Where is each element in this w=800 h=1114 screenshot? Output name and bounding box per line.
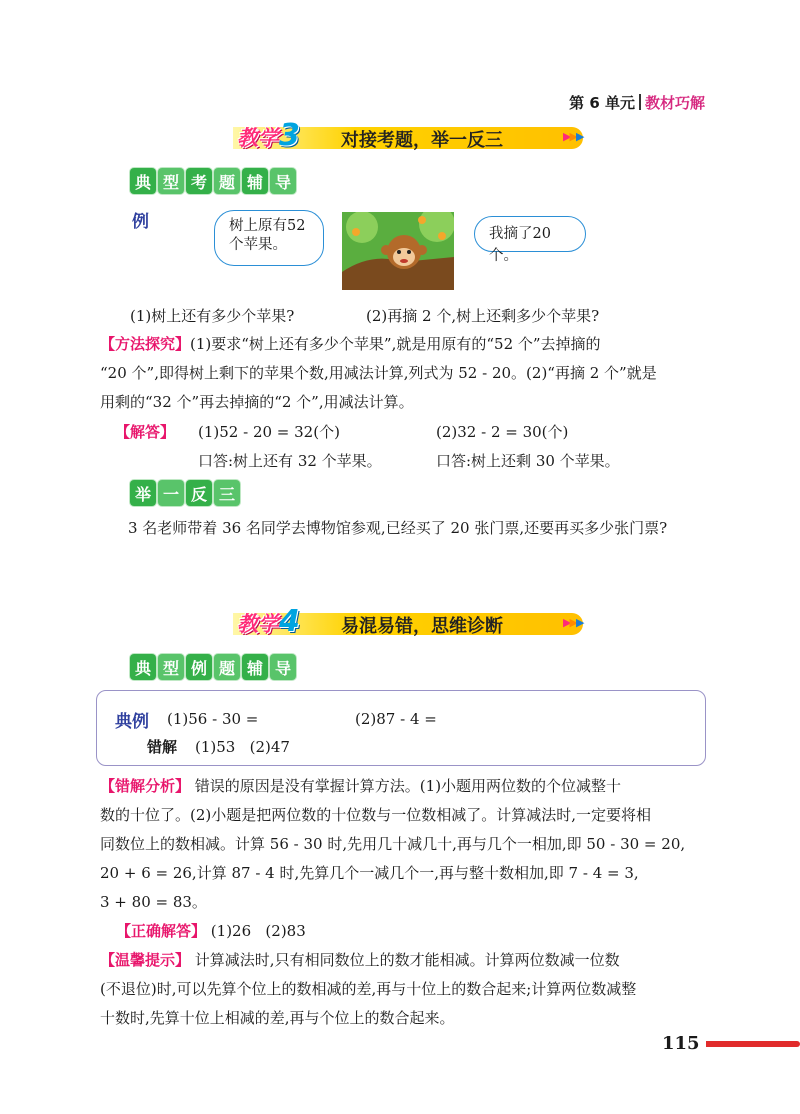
monkey-illustration xyxy=(342,212,454,290)
tag-char: 题 xyxy=(214,654,240,680)
banner-subtitle: 对接考题，举一反三 xyxy=(341,130,503,151)
tag-char: 型 xyxy=(158,654,184,680)
tag-char: 典 xyxy=(130,168,156,194)
arrows-icon: ▶▶▶ xyxy=(563,130,583,143)
tip-tag: 【温馨提示】 xyxy=(100,951,191,969)
correct-answer xyxy=(116,917,306,946)
section4-banner xyxy=(233,606,613,640)
answer-tag xyxy=(115,418,175,447)
monkey-picture xyxy=(342,212,454,290)
correct-tag: 【正确解答】 xyxy=(116,922,207,940)
header-title: 教材巧解 xyxy=(644,94,705,112)
banner-word: 教学 xyxy=(237,612,279,636)
header-divider xyxy=(639,94,641,110)
example-box xyxy=(96,690,706,766)
banner-subtitle: 易混易错，思维诊断 xyxy=(341,616,503,637)
analysis-text-3: 同数位上的数相减。计算 56 - 30 时,先用几十减几十,再与几个一相加,即 50 - 30 = 20, xyxy=(100,835,686,853)
typical-questions-tag xyxy=(130,168,296,194)
tag-char: 反 xyxy=(186,480,212,506)
banner-word: 教学 xyxy=(237,126,279,150)
question-2: (2)再摘 2 个,树上还剩多少个苹果? xyxy=(366,307,600,325)
speech-bubble-left: 树上原有52个苹果。 xyxy=(214,210,324,266)
tip-text-3: 十数时,先算十位上相减的差,再与个位上的数合起来。 xyxy=(100,1009,455,1027)
method-text-3: 用剩的“32 个”再去掉摘的“2 个”,用减法计算。 xyxy=(100,393,414,411)
tip-text-1: 计算减法时,只有相同数位上的数才能相减。计算两位数减一位数 xyxy=(194,951,620,969)
tag-char: 考 xyxy=(186,168,212,194)
analysis-text-1: 错误的原因是没有掌握计算方法。(1)小题用两位数的个位减整十 xyxy=(194,777,622,795)
practice-question: 3 名老师带着 36 名同学去博物馆参观,已经买了 20 张门票,还要再买多少张门票? xyxy=(128,519,668,537)
tag-char: 导 xyxy=(270,654,296,680)
wrong-label: 错解 xyxy=(147,738,178,756)
method-paragraph xyxy=(100,330,720,417)
page-accent-bar xyxy=(706,1041,800,1047)
tag-char: 一 xyxy=(158,480,184,506)
practice-tag xyxy=(130,480,240,506)
method-text-1: (1)要求“树上还有多少个苹果”,就是用原有的“52 个”去掉摘的 xyxy=(190,335,601,353)
tag-char: 举 xyxy=(130,480,156,506)
example-label: 例 xyxy=(132,212,149,232)
answer-tag-text: 【解答】 xyxy=(115,423,176,441)
example-q1: (1)56 - 30 = xyxy=(167,710,259,728)
unit-label: 第 6 单元 xyxy=(569,94,635,112)
tag-char: 三 xyxy=(214,480,240,506)
banner-label xyxy=(233,120,308,152)
correct-text: (1)26 (2)83 xyxy=(210,922,306,940)
wrong-answers: (1)53 (2)47 xyxy=(195,738,290,756)
typical-examples-tag xyxy=(130,654,296,680)
analysis-text-2: 数的十位了。(2)小题是把两位数的十位数与一位数相减了。计算减法时,一定要将相 xyxy=(100,806,652,824)
tag-char: 例 xyxy=(186,654,212,680)
tag-char: 型 xyxy=(158,168,184,194)
answer-2: (2)32 - 2 = 30(个) xyxy=(436,423,569,441)
tag-char: 辅 xyxy=(242,654,268,680)
section3-banner xyxy=(233,120,613,154)
tag-char: 导 xyxy=(270,168,296,194)
arrows-icon: ▶▶▶ xyxy=(563,616,583,629)
running-header xyxy=(569,92,705,113)
tag-char: 辅 xyxy=(242,168,268,194)
analysis-text-4: 20 + 6 = 26,计算 87 - 4 时,先算几个一减几个一,再与整十数相加,即 7 - 4 = 3, xyxy=(100,864,639,882)
reply-2: 口答:树上还剩 30 个苹果。 xyxy=(436,452,620,470)
example-q2: (2)87 - 4 = xyxy=(355,710,437,728)
speech-bubble-right: 我摘了20个。 xyxy=(474,216,586,252)
banner-number: 3 xyxy=(279,118,300,153)
banner-number: 4 xyxy=(279,604,300,639)
method-tag: 【方法探究】 xyxy=(100,335,191,353)
banner-label xyxy=(233,606,308,638)
question-1: (1)树上还有多少个苹果? xyxy=(130,307,295,325)
example-label: 典例 xyxy=(115,712,149,732)
analysis-paragraph xyxy=(100,772,720,917)
reply-1: 口答:树上还有 32 个苹果。 xyxy=(198,452,382,470)
tip-paragraph xyxy=(100,946,720,1033)
analysis-tag: 【错解分析】 xyxy=(100,777,191,795)
tip-text-2: (不退位)时,可以先算个位上的数相减的差,再与十位上的数合起来;计算两位数减整 xyxy=(100,980,637,998)
page-number: 115 xyxy=(662,1033,700,1054)
tag-char: 题 xyxy=(214,168,240,194)
method-text-2: “20 个”,即得树上剩下的苹果个数,用减法计算,列式为 52 - 20。(2)“再摘 2 个”就是 xyxy=(100,364,657,382)
answer-1: (1)52 - 20 = 32(个) xyxy=(198,423,340,441)
tag-char: 典 xyxy=(130,654,156,680)
analysis-text-5: 3 + 80 = 83。 xyxy=(100,893,207,911)
